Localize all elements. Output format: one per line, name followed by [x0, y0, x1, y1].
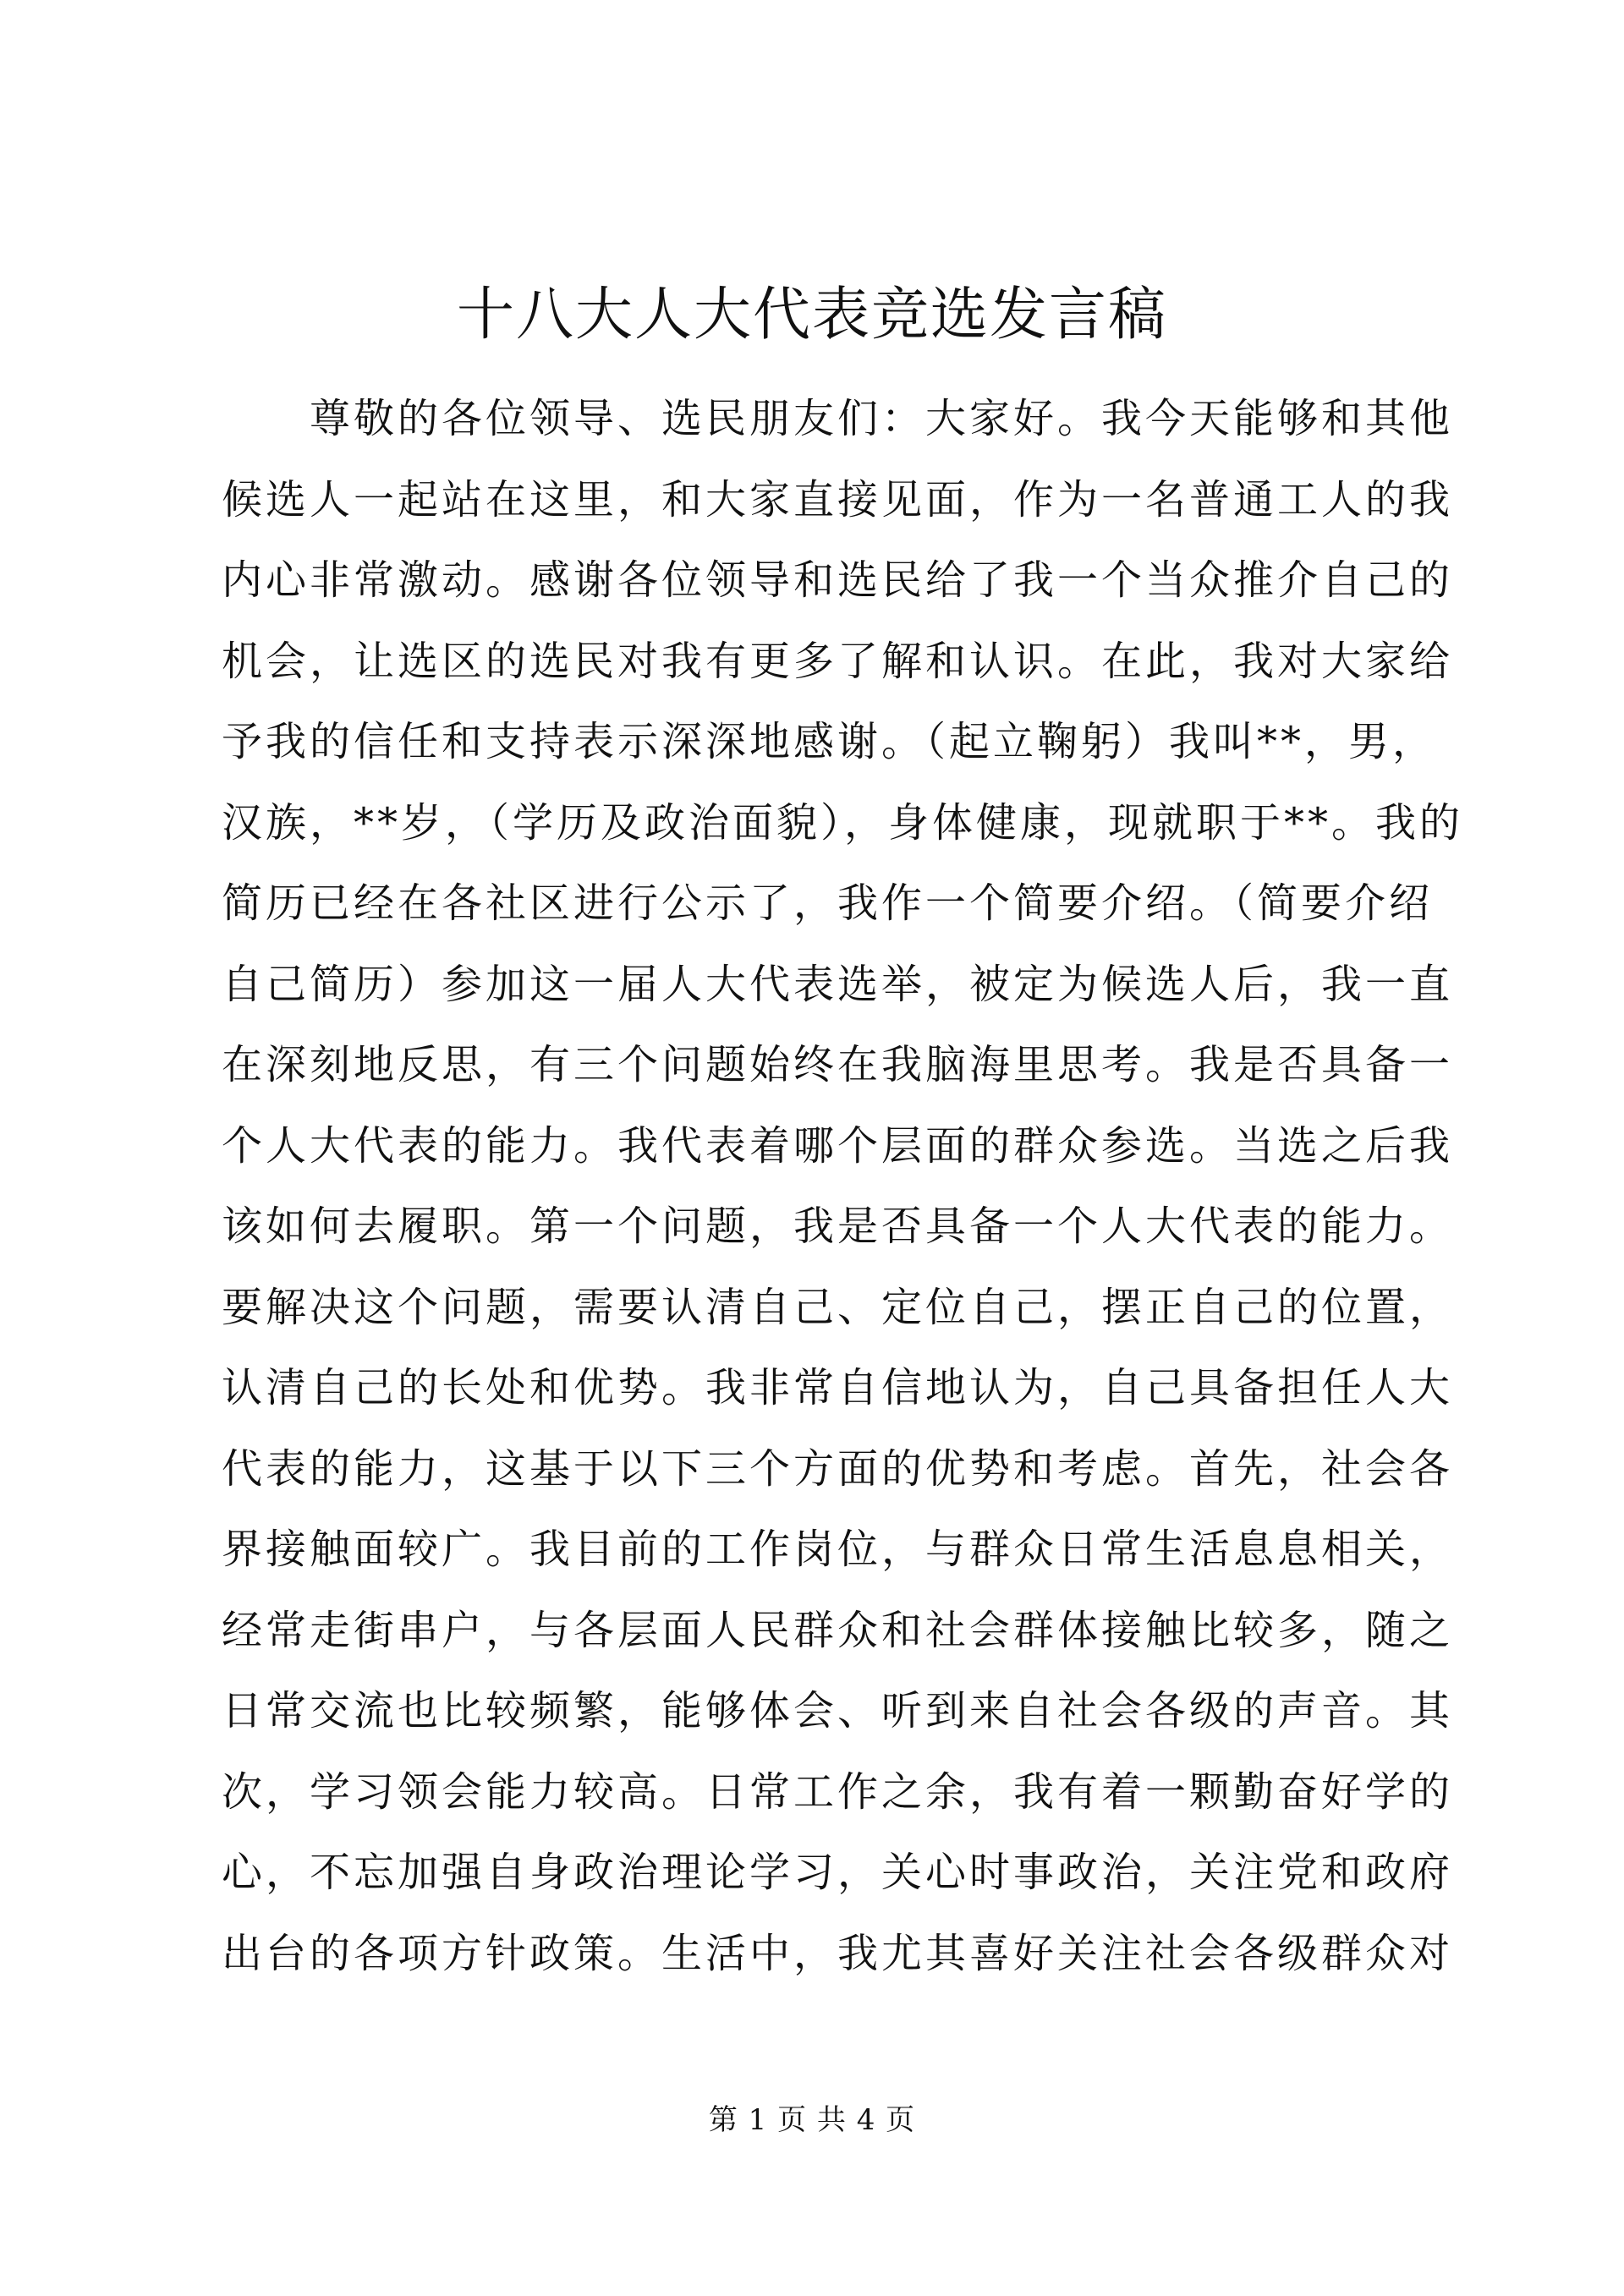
document-title: 十八大人大代表竞选发言稿 — [456, 282, 1167, 348]
body-line: 认清自己的长处和优势。我非常自信地认为，自己具备担任人大 — [222, 1364, 1454, 1411]
body-line: 界接触面较广。我目前的工作岗位，与群众日常生活息息相关， — [222, 1526, 1454, 1573]
body-line: 在深刻地反思，有三个问题始终在我脑海里思考。我是否具备一 — [222, 1041, 1454, 1088]
body-line: 经常走街串户，与各层面人民群众和社会群体接触比较多，随之 — [222, 1606, 1454, 1654]
body-line: 心，不忘加强自身政治理论学习，关心时事政治，关注党和政府 — [222, 1849, 1454, 1896]
body-line: 予我的信任和支持表示深深地感谢。（起立鞠躬）我叫**，男， — [222, 718, 1437, 765]
body-line: 内心非常激动。感谢各位领导和选民给了我一个当众推介自己的 — [222, 556, 1454, 604]
body-line: 个人大代表的能力。我代表着哪个层面的群众参选。当选之后我 — [222, 1121, 1454, 1170]
body-line: 日常交流也比较频繁，能够体会、听到来自社会各级的声音。其 — [222, 1687, 1454, 1734]
body-line: 要解决这个问题，需要认清自己、定位自己，摆正自己的位置， — [222, 1283, 1454, 1331]
page-number-footer: 第 1 页 共 4 页 — [708, 2103, 916, 2137]
body-line: 机会，让选区的选民对我有更多了解和认识。在此，我对大家给 — [222, 637, 1454, 685]
body-line: 尊敬的各位领导、选民朋友们：大家好。我今天能够和其他 — [222, 395, 1454, 442]
body-line: 次，学习领会能力较高。日常工作之余，我有着一颗勤奋好学的 — [222, 1767, 1454, 1816]
body-line: 汉族，**岁，（学历及政治面貌），身体健康，现就职于**。我的 — [222, 798, 1464, 847]
body-line: 该如何去履职。第一个问题，我是否具备一个人大代表的能力。 — [222, 1203, 1454, 1250]
document-body — [222, 379, 1464, 1994]
body-line: 候选人一起站在这里，和大家直接见面，作为一名普通工人的我 — [222, 475, 1454, 523]
body-line: 出台的各项方针政策。生活中，我尤其喜好关注社会各级群众对 — [222, 1929, 1454, 1977]
body-line: 自己简历）参加这一届人大代表选举，被定为候选人后，我一直 — [222, 960, 1454, 1008]
body-line: 简历已经在各社区进行公示了，我作一个简要介绍。（简要介绍 — [222, 879, 1434, 927]
body-line: 代表的能力，这基于以下三个方面的优势和考虑。首先，社会各 — [222, 1444, 1454, 1493]
